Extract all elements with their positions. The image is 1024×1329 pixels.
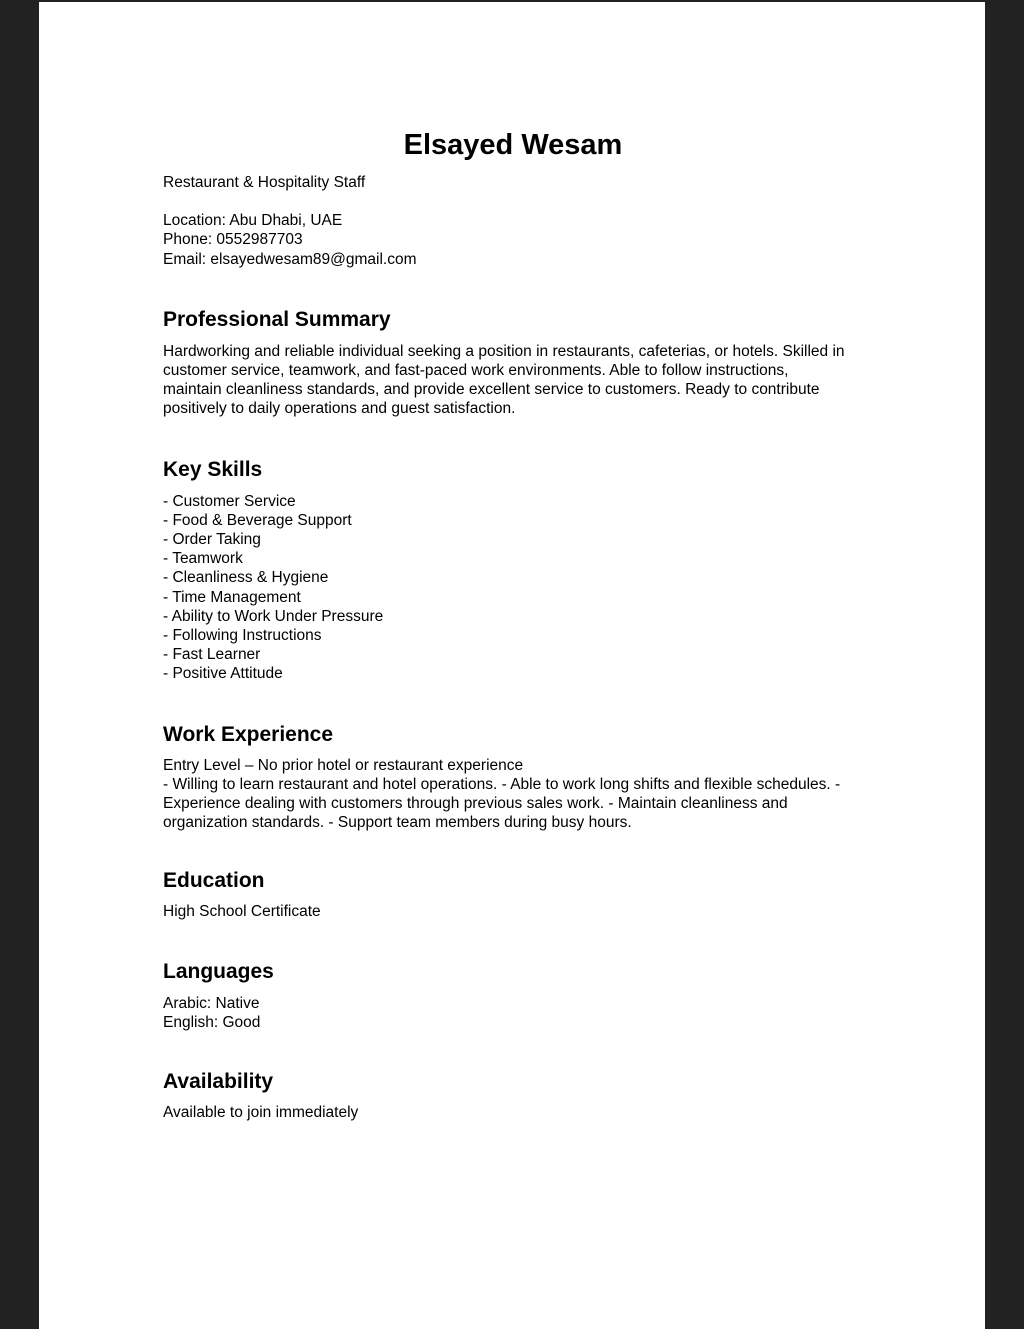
section-work-experience [163, 722, 863, 833]
summary-line: maintain cleanliness standards, and provide excellent service to customers. Ready to contribute [163, 381, 820, 399]
summary-text [163, 342, 863, 419]
experience-line: Experience dealing with customers through previous sales work. - Maintain cleanliness and [163, 795, 788, 813]
resume-content [163, 127, 863, 1122]
summary-line: positively to daily operations and guest satisfaction. [163, 400, 516, 418]
contact-location: Location: Abu Dhabi, UAE [163, 212, 343, 230]
skill-item: - Following Instructions [163, 627, 322, 645]
skill-item: - Positive Attitude [163, 665, 283, 683]
contact-phone: Phone: 0552987703 [163, 231, 303, 249]
skill-item: - Customer Service [163, 492, 296, 510]
section-title: Work Experience [163, 722, 334, 746]
summary-line: Hardworking and reliable individual seeking a position in restaurants, cafeterias, or hotels. Skilled in [163, 342, 845, 360]
languages-list [163, 994, 863, 1032]
skill-item: - Teamwork [163, 550, 243, 568]
summary-line: customer service, teamwork, and fast-paced work environments. Able to follow instructions, [163, 362, 789, 380]
section-availability [163, 1069, 863, 1122]
resume-page [39, 2, 985, 1329]
candidate-name: Elsayed Wesam [403, 129, 623, 161]
language-entry: English: Good [163, 1013, 261, 1031]
section-languages [163, 959, 863, 1032]
experience-line: organization standards. - Support team members during busy hours. [163, 814, 632, 832]
section-professional-summary [163, 307, 863, 419]
skill-item: - Time Management [163, 588, 301, 606]
availability-entry: Available to join immediately [163, 1104, 359, 1122]
skill-item: - Ability to Work Under Pressure [163, 607, 384, 625]
section-title: Availability [163, 1070, 274, 1094]
skills-list [163, 492, 863, 684]
candidate-headline: Restaurant & Hospitality Staff [163, 174, 366, 191]
skill-item: - Fast Learner [163, 646, 261, 664]
section-education [163, 868, 863, 921]
skill-item: - Food & Beverage Support [163, 511, 352, 529]
experience-line: Entry Level – No prior hotel or restaurant experience [163, 756, 524, 774]
experience-line: - Willing to learn restaurant and hotel operations. - Able to work long shifts and flexible schedules. - [163, 775, 841, 793]
education-entry: High School Certificate [163, 903, 321, 921]
section-title: Education [163, 869, 265, 893]
skill-item: - Cleanliness & Hygiene [163, 569, 329, 587]
experience-text [163, 756, 863, 833]
section-title: Languages [163, 959, 274, 983]
skill-item: - Order Taking [163, 531, 261, 549]
section-title: Key Skills [163, 457, 263, 481]
section-title: Professional Summary [163, 307, 391, 331]
section-key-skills [163, 457, 863, 684]
language-entry: Arabic: Native [163, 994, 260, 1012]
contact-info [163, 211, 863, 269]
contact-email: Email: elsayedwesam89@gmail.com [163, 250, 417, 268]
